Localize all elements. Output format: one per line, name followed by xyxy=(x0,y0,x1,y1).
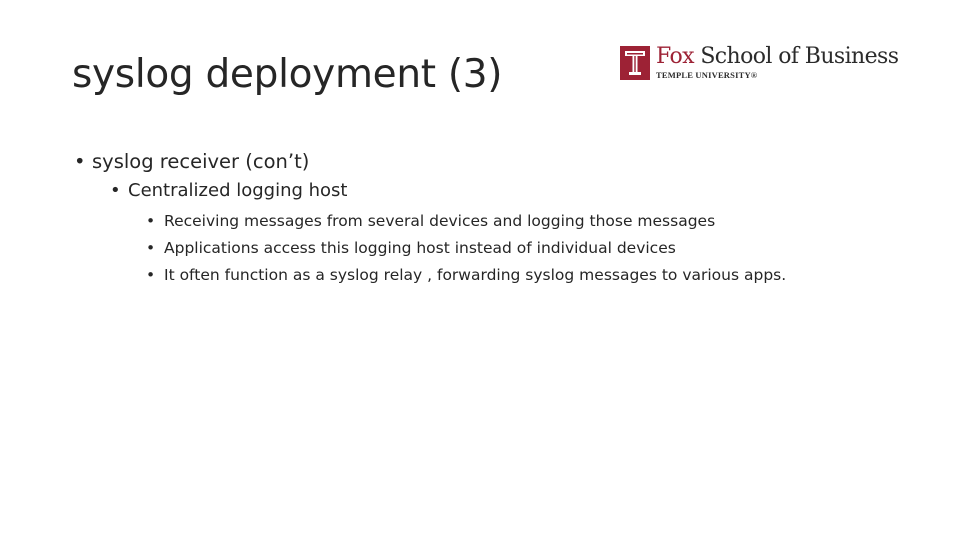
sub-bullet-list xyxy=(110,178,786,289)
bullet-icon: • xyxy=(110,180,121,201)
list-item-text: Centralized logging host xyxy=(128,180,348,201)
list-item-text: Applications access this logging host instead of individual devices xyxy=(164,239,676,257)
bullet-list xyxy=(74,148,786,289)
temple-t-icon xyxy=(620,46,650,80)
bullet-icon: • xyxy=(146,239,156,257)
list-item-text: Receiving messages from several devices and logging those messages xyxy=(164,212,716,230)
list-item xyxy=(110,178,786,289)
list-item-text: It often function as a syslog relay , forwarding syslog messages to various apps. xyxy=(164,266,787,284)
logo-text xyxy=(656,46,898,80)
logo-name xyxy=(656,46,898,68)
slide-title: syslog deployment (3) xyxy=(72,52,503,97)
list-item-text: syslog receiver (con’t) xyxy=(92,150,310,173)
logo-name-rest: School of Business xyxy=(693,44,899,69)
logo-name-first: Fox xyxy=(656,44,694,69)
logo-subtitle: TEMPLE UNIVERSITY® xyxy=(656,70,758,80)
sub-sub-bullet-list xyxy=(146,208,786,289)
list-item xyxy=(74,148,786,289)
bullet-icon: • xyxy=(74,150,86,173)
list-item xyxy=(146,208,786,235)
list-item xyxy=(146,235,786,262)
list-item xyxy=(146,262,786,289)
fox-school-logo xyxy=(620,44,898,82)
bullet-icon: • xyxy=(146,212,156,230)
bullet-icon: • xyxy=(146,266,156,284)
